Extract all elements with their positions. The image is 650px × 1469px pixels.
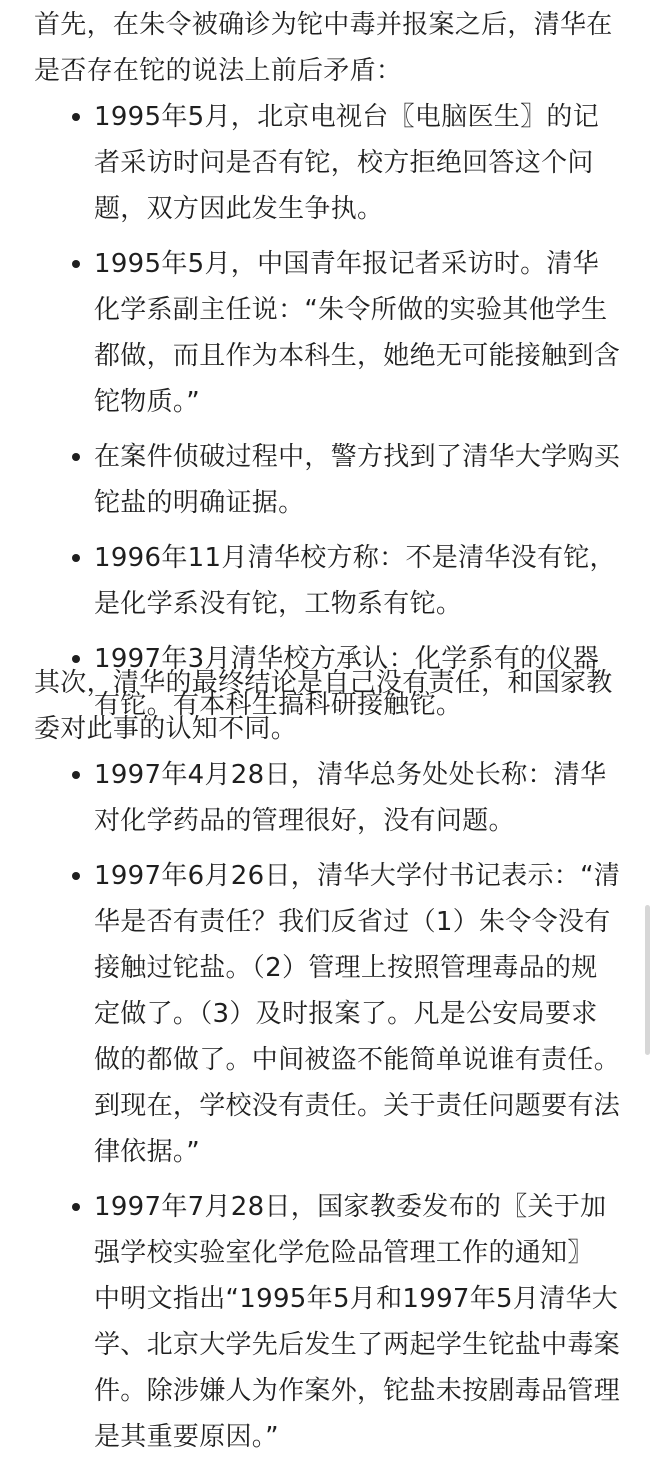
bullet-dot-icon [72, 554, 80, 562]
bullet-dot-icon [72, 260, 80, 268]
bullet-dot-icon [72, 453, 80, 461]
paragraph-intro: 首先，在朱令被确诊为铊中毒并报案之后，清华在是否存在铊的说法上前后矛盾： [34, 10, 613, 86]
list-item [0, 241, 650, 425]
bullet-dot-icon [72, 771, 80, 779]
list-item-text: 1995年5月，北京电视台〖电脑医生〗的记者采访时问是否有铊，校方拒绝回答这个问题，双方因此发生争执。 [94, 102, 600, 224]
list-item-text: 在案件侦破过程中，警方找到了清华大学购买铊盐的明确证据。 [94, 442, 621, 518]
bullet-dot-icon [72, 872, 80, 880]
list-item-text: 1997年7月28日，国家教委发布的〖关于加强学校实验室化学危险品管理工作的通知〗 中明文指出“1995年5月和1997年5月清华大学、北京大学先后发生了两起学生铊盐中毒案件。除涉嫌人为作案外，铊盐未按剧毒品管理是其重要原因。” [94, 1192, 621, 1452]
bullet-dot-icon [72, 1203, 80, 1211]
list-item [0, 1184, 650, 1460]
list-item [0, 853, 650, 1175]
list-item [0, 434, 650, 526]
bullet-dot-icon [72, 113, 80, 121]
list-item [0, 535, 650, 627]
paragraph-conclusion: 其次，清华的最终结论是自己没有责任，和国家教委对此事的认知不同。 [34, 668, 613, 744]
list-item-text: 1997年3月清华校方承认：化学系有的仪器有铊。有本科生搞科研接触铊。 [94, 644, 600, 720]
list-item [0, 752, 650, 844]
list-item-text: 1997年6月26日，清华大学付书记表示：“清华是否有责任？我们反省过（1）朱令令没有接触过铊盐。（2）管理上按照管理毒品的规定做了。（3）及时报案了。凡是公安局要求做的都做了。中间被盗不能简单说谁有责任。到现在，学校没有责任。关于责任问题要有法律依据。” [94, 861, 621, 1167]
list-item-text: 1996年11月清华校方称：不是清华没有铊，是化学系没有铊，工物系有铊。 [94, 543, 616, 619]
scrollbar[interactable] [645, 905, 650, 1055]
list-item-text: 1997年4月28日，清华总务处处长称：清华对化学药品的管理很好，没有问题。 [94, 760, 607, 836]
list-item-text: 1995年5月，中国青年报记者采访时。清华化学系副主任说：“朱令所做的实验其他学生都做，而且作为本科生，她绝无可能接触到含铊物质。” [94, 249, 621, 417]
list-item [0, 94, 650, 232]
bullet-list-contradictions [0, 94, 650, 737]
bullet-list-responsibility [0, 752, 650, 1469]
